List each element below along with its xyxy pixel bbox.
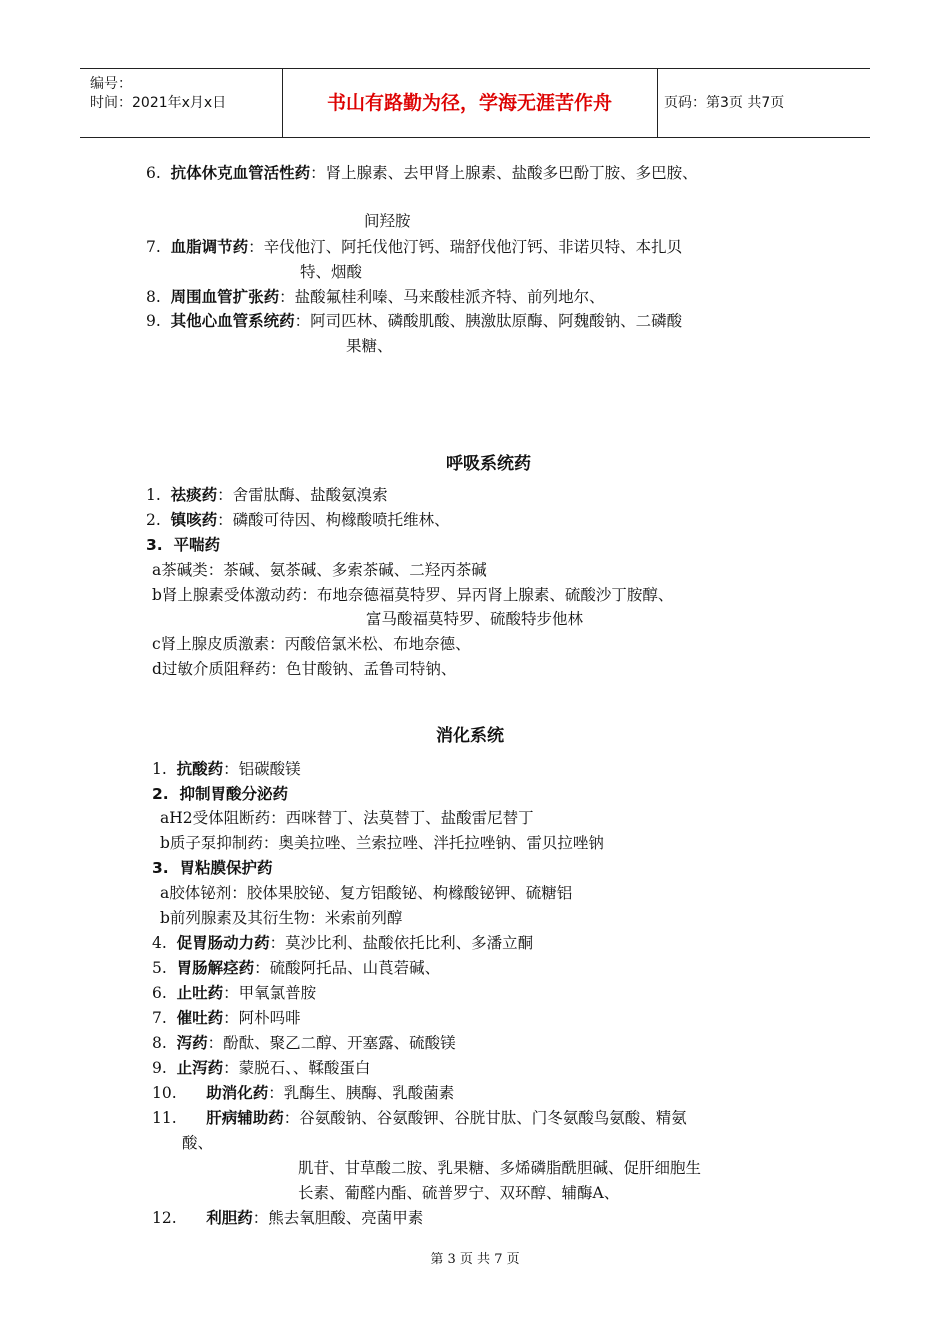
header-divider xyxy=(657,69,658,137)
page-footer: 第 3 页 共 7 页 xyxy=(430,1252,520,1267)
sub-item: d过敏介质阻释药：色甘酸钠、孟鲁司特钠、 xyxy=(152,660,457,678)
list-item-cont: 特、烟酸 xyxy=(300,263,363,281)
sub-item: b肾上腺素受体激动药：布地奈德福莫特罗、异丙肾上腺素、硫酸沙丁胺醇、 xyxy=(152,586,674,604)
section-heading-digestive: 消化系统 xyxy=(436,726,504,746)
sub-item: c肾上腺皮质激素：丙酸倍氯米松、布地奈德、 xyxy=(152,635,471,653)
list-item: 7. 催吐药：阿朴吗啡 xyxy=(152,1009,301,1027)
list-item: 3. 平喘药 xyxy=(146,536,220,554)
page-header xyxy=(80,68,870,138)
time-label: 时间：2021年x月x日 xyxy=(90,95,227,111)
list-item: 10. 助消化药：乳酶生、胰酶、乳酸菌素 xyxy=(152,1084,455,1102)
list-item: 1. 祛痰药：舍雷肽酶、盐酸氨溴索 xyxy=(146,486,388,504)
list-item: 11. 肝病辅助药：谷氨酸钠、谷氨酸钾、谷胱甘肽、门冬氨酸鸟氨酸、精氨 xyxy=(152,1109,687,1127)
list-item: 8. 周围血管扩张药：盐酸氟桂利嗪、马来酸桂派齐特、前列地尔、 xyxy=(146,288,605,306)
list-item: 2. 抑制胃酸分泌药 xyxy=(152,785,288,803)
list-item: 6. 止吐药：甲氧氯普胺 xyxy=(152,984,317,1002)
list-item-cont: 酸、 xyxy=(182,1134,214,1152)
list-item-cont: 间羟胺 xyxy=(364,212,411,230)
sub-item: b前列腺素及其衍生物：米索前列醇 xyxy=(160,909,403,927)
list-item: 6. 抗体休克血管活性药：肾上腺素、去甲肾上腺素、盐酸多巴酚丁胺、多巴胺、 xyxy=(146,164,698,182)
list-item: 1. 抗酸药：铝碳酸镁 xyxy=(152,760,301,778)
section-heading-respiratory: 呼吸系统药 xyxy=(446,454,531,474)
list-item: 2. 镇咳药：磷酸可待因、枸橼酸喷托维林、 xyxy=(146,511,450,529)
sub-item-cont: 富马酸福莫特罗、硫酸特步他林 xyxy=(366,610,584,628)
number-label: 编号： xyxy=(90,76,132,92)
sub-item: aH2受体阻断药：西咪替丁、法莫替丁、盐酸雷尼替丁 xyxy=(160,809,534,827)
list-item-cont: 果糖、 xyxy=(346,337,393,355)
list-item: 7. 血脂调节药：辛伐他汀、阿托伐他汀钙、瑞舒伐他汀钙、非诺贝特、本扎贝 xyxy=(146,238,683,256)
list-item: 9. 其他心血管系统药：阿司匹林、磷酸肌酸、胰激肽原酶、阿魏酸钠、二磷酸 xyxy=(146,312,683,330)
sub-item: b质子泵抑制药：奥美拉唑、兰索拉唑、泮托拉唑钠、雷贝拉唑钠 xyxy=(160,834,604,852)
page-info: 页码：第3页 共7页 xyxy=(664,95,785,111)
list-item-cont: 肌苷、甘草酸二胺、乳果糖、多烯磷脂酰胆碱、促肝细胞生 xyxy=(298,1159,702,1177)
list-item-cont: 长素、葡醛内酯、硫普罗宁、双环醇、辅酶A、 xyxy=(298,1184,620,1202)
sub-item: a茶碱类：茶碱、氨茶碱、多索茶碱、二羟丙茶碱 xyxy=(152,561,487,579)
list-item: 3. 胃粘膜保护药 xyxy=(152,859,273,877)
list-item: 4. 促胃肠动力药：莫沙比利、盐酸依托比利、多潘立酮 xyxy=(152,934,534,952)
sub-item: a胶体铋剂：胶体果胶铋、复方铝酸铋、枸橼酸铋钾、硫糖铝 xyxy=(160,884,573,902)
motto: 书山有路勤为径，学海无涯苦作舟 xyxy=(326,92,612,114)
list-item: 9. 止泻药：蒙脱石、、鞣酸蛋白 xyxy=(152,1059,371,1077)
list-item: 5. 胃肠解痉药：硫酸阿托品、山莨菪碱、 xyxy=(152,959,441,977)
list-item: 8. 泻药：酚酞、聚乙二醇、开塞露、硫酸镁 xyxy=(152,1034,456,1052)
list-item: 12. 利胆药：熊去氧胆酸、亮菌甲素 xyxy=(152,1209,424,1227)
